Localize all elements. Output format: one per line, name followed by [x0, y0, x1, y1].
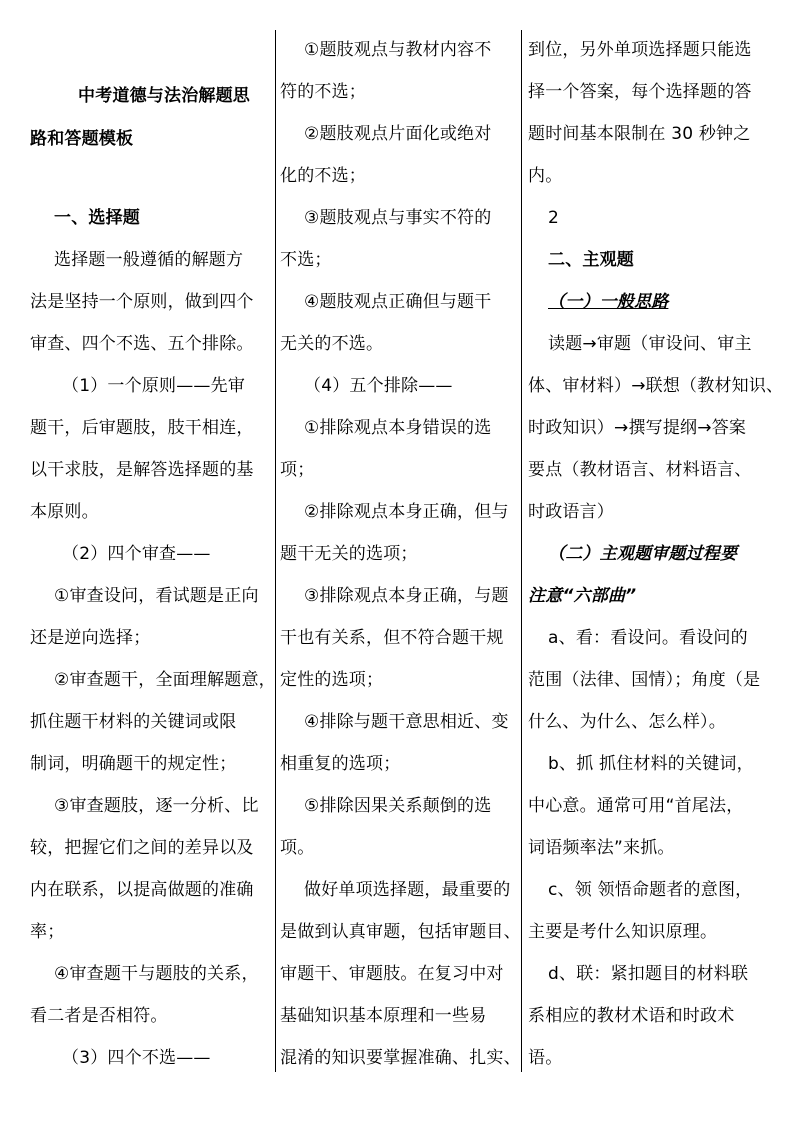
text-line: （4）五个排除——: [304, 376, 453, 396]
text-line: 到位，另外单项选择题只能选: [528, 40, 752, 60]
text-line: 二、主观题: [548, 250, 634, 270]
text-line: （二）主观题审题过程要: [548, 544, 738, 564]
text-line: 内在联系，以提高做题的准确: [30, 880, 254, 900]
text-line: 题干无关的选项；: [280, 544, 418, 564]
text-line: 注意“六部曲”: [528, 586, 637, 606]
text-line: 法是坚持一个原则，做到四个: [30, 292, 254, 312]
text-line: 题干，后审题肢，肢干相连，: [30, 418, 254, 438]
text-line: （3）四个不选——: [62, 1048, 211, 1068]
text-line: 题时间基本限制在 30 秒钟之: [528, 124, 751, 144]
text-line: 还是逆向选择；: [30, 628, 151, 648]
text-line: 基础知识基本原理和一些易: [280, 1006, 487, 1026]
text-line: 混淆的知识要掌握准确、扎实、: [280, 1048, 521, 1068]
text-line: 率；: [30, 922, 65, 942]
text-line: 什么、为什么、怎么样）。: [528, 712, 726, 732]
text-line: 定性的选项；: [280, 670, 384, 690]
text-line: 主要是考什么知识原理。: [528, 922, 718, 942]
text-line: ②排除观点本身正确，但与: [304, 502, 509, 522]
text-line: ③审查题肢，逐一分析、比: [54, 796, 259, 816]
text-line: 中心意。通常可用“首尾法，: [528, 796, 744, 816]
text-line: ③排除观点本身正确，与题: [304, 586, 509, 606]
text-line: 看二者是否相符。: [30, 1006, 168, 1026]
text-line: d、联：紧扣题目的材料联: [548, 964, 749, 984]
text-line: c、领 领悟命题者的意图，: [548, 880, 753, 900]
text-line: 抓住题干材料的关键词或限: [30, 712, 237, 732]
text-line: 选择题一般遵循的解题方: [54, 250, 244, 270]
text-line: 本原则。: [30, 502, 99, 522]
text-line: （1）一个原则——先审: [62, 376, 246, 396]
text-line: ④审查题干与题肢的关系，: [54, 964, 259, 984]
text-line: 读题→审题（审设问、审主: [548, 334, 752, 354]
text-line: b、抓 抓住材料的关键词，: [548, 754, 754, 774]
text-line: 要点（教材语言、材料语言、: [528, 460, 752, 480]
text-line: 词语频率法”来抓。: [528, 838, 675, 858]
text-line: 是做到认真审题，包括审题目、: [280, 922, 521, 942]
text-line: ②审查题干，全面理解题意，: [54, 670, 276, 690]
text-line: ②题肢观点片面化或绝对: [304, 124, 492, 144]
text-line: 干也有关系，但不符合题干规: [280, 628, 504, 648]
text-line: 中考道德与法治解题思: [78, 86, 250, 106]
text-line: 2: [548, 208, 560, 228]
text-line: 审题干、审题肢。在复习中对: [280, 964, 504, 984]
text-line: ①排除观点本身错误的选: [304, 418, 492, 438]
text-line: 制词，明确题干的规定性；: [30, 754, 237, 774]
text-line: 化的不选；: [280, 166, 366, 186]
text-line: ④题肢观点正确但与题干: [304, 292, 492, 312]
text-line: 审查、四个不选、五个排除。: [30, 334, 254, 354]
text-line: ①题肢观点与教材内容不: [304, 40, 492, 60]
text-line: （一）一般思路: [548, 292, 669, 312]
text-line: 范围（法律、国情）；角度（是: [528, 670, 761, 690]
text-line: 语。: [528, 1048, 563, 1068]
text-line: 内。: [528, 166, 563, 186]
text-line: ⑤排除因果关系颠倒的选: [304, 796, 492, 816]
text-line: 择一个答案，每个选择题的答: [528, 82, 752, 102]
text-line: 时政知识）→撰写提纲→答案: [528, 418, 747, 438]
text-line: 项。: [280, 838, 315, 858]
column-divider: [521, 30, 522, 1072]
text-line: 一、选择题: [54, 208, 140, 228]
text-line: （2）四个审查——: [62, 544, 211, 564]
text-line: 无关的不选。: [280, 334, 384, 354]
text-line: ③题肢观点与事实不符的: [304, 208, 492, 228]
text-line: 不选；: [280, 250, 332, 270]
text-line: 以干求肢，是解答选择题的基: [30, 460, 254, 480]
text-line: 体、审材料）→联想（教材知识、: [528, 376, 784, 396]
text-line: 项；: [280, 460, 315, 480]
text-line: ①审查设问，看试题是正向: [54, 586, 259, 606]
text-line: 时政语言）: [528, 502, 614, 522]
text-line: 符的不选；: [280, 82, 366, 102]
text-line: ④排除与题干意思相近、变: [304, 712, 509, 732]
text-line: 路和答题模板: [30, 129, 134, 149]
text-line: 较，把握它们之间的差异以及: [30, 838, 254, 858]
text-line: a、看：看设问。看设问的: [548, 628, 748, 648]
text-line: 相重复的选项；: [280, 754, 401, 774]
text-line: 做好单项选择题，最重要的: [304, 880, 511, 900]
text-line: 系相应的教材术语和时政术: [528, 1006, 735, 1026]
